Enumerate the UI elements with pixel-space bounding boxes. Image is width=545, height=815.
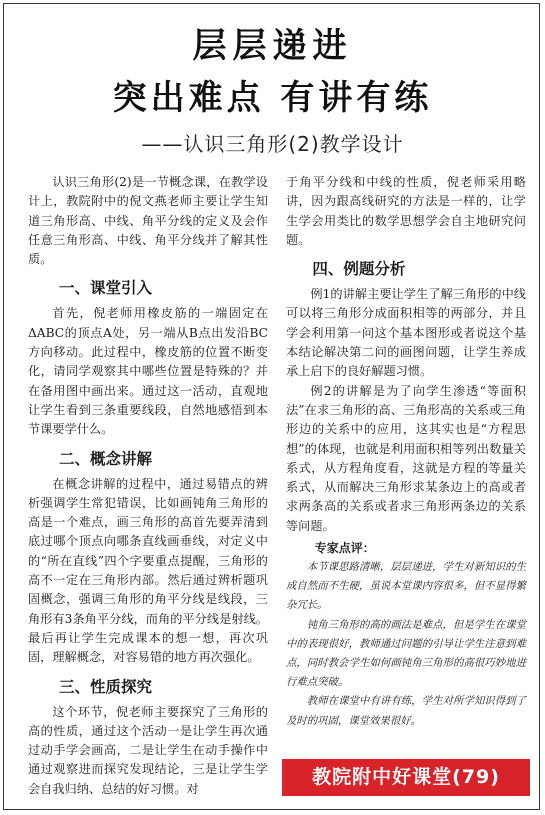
example-1-paragraph: 例1的讲解主要让学生了解三角形的中线可以将三角形分成面积相等的两部分，并且学会利用第一问这个基本图形或者说这个基本结论解决第二问的画图问题，让学生养成承上启下的良好解题习惯。 [286, 287, 526, 379]
comment-paragraph-3: 教师在课堂中有讲有练，学生对所学知识得到了及时的巩固，课堂效果很好。 [286, 695, 526, 727]
expert-comment [286, 558, 526, 731]
headline-line-1: 层层递进 [192, 26, 353, 66]
comment-paragraph-1: 本节课思路清晰，层层递进，学生对新知识的生成自然而不生硬，虽说本堂课内容很多，但不显得繁杂冗长。 [286, 561, 526, 612]
section-heading-examples: 四、例题分析 [312, 260, 406, 279]
headline-line-2: 突出难点 有讲有练 [112, 78, 433, 118]
right-column [286, 173, 526, 731]
left-column [28, 173, 268, 799]
section-heading-intro: 一、课堂引入 [59, 279, 153, 298]
intro-paragraph: 认识三角形(2)是一节概念课，在教学设计上，教院附中的倪文燕老师主要让学生知道三角形高、中线、角平分线的定义及会作任意三角形高、中线、角平分线并了解其性质。 [28, 175, 268, 267]
section-body-concept: 在概念讲解的过程中，通过易错点的辨析强调学生常犯错误，比如画钝角三角形的高是一个难点，画三角形的高首先要弄清到底过哪个顶点向哪条直线画垂线，对定义中的“所在直线”四个字要重点提醒，三角形的高不一定在三角形内部。然后通过辨析题巩固概念，强调三角形的角平分线是线段，三角形有3条角平分线，而角的平分线是射线。最后再让学生完成课本的想一想，再次巩固，理解概念，对容易错的地方再次强化。 [28, 476, 268, 665]
section-body-property-left: 这个环节，倪老师主要探究了三角形的高的性质，通过这个活动一是让学生再次通过动手学会画高，二是让学生在动手操作中通过观察进而探究发现结论，三是让学生学会自我归纳、总结的好习惯。对 [28, 704, 268, 796]
subtitle: ——认识三角形(2)教学设计 [141, 132, 404, 156]
section-body-property-right: 于角平分线和中线的性质，倪老师采用略讲，因为跟高线研究的方法是一样的，让学生学会用类比的数学思想学会自主地研究问题。 [286, 175, 526, 247]
comment-paragraph-2: 钝角三角形的高的画法是难点，但是学生在课堂中的表现很好，教师通过问题的引导让学生注意到难点，同时教会学生如何画钝角三角形的高很巧妙地进行难点突破。 [286, 618, 526, 689]
section-heading-property: 三、性质探究 [59, 677, 153, 696]
section-body-intro: 首先，倪老师用橡皮筋的一端固定在ΔABC的顶点A处，另一端从B点出发沿BC方向移动。此过程中，橡皮筋的位置不断变化，请同学观察其中哪些位置是特殊的？并在备用图中画出来。通过这一活动，直观地让学生看到三条重要线段，自然地感悟到本节课要学什么。 [28, 306, 268, 437]
series-banner: 教院附中好课堂(79) [282, 759, 530, 796]
section-heading-concept: 二、概念讲解 [59, 449, 153, 468]
expert-comment-label: 专家点评： [314, 541, 375, 556]
example-2-paragraph: 例2的讲解是为了向学生渗透“等面积法”在求三角形的高、三角形高的关系或三角形边的关系中的应用，这其实也是“方程思想”的体现，也就是利用面积相等列出数量关系式，从方程角度看，这就是方程的等量关系式，从而解决三角形求某条边上的高或者求两条高的关系或者求三角形两条边的关系等问题。 [286, 383, 526, 533]
